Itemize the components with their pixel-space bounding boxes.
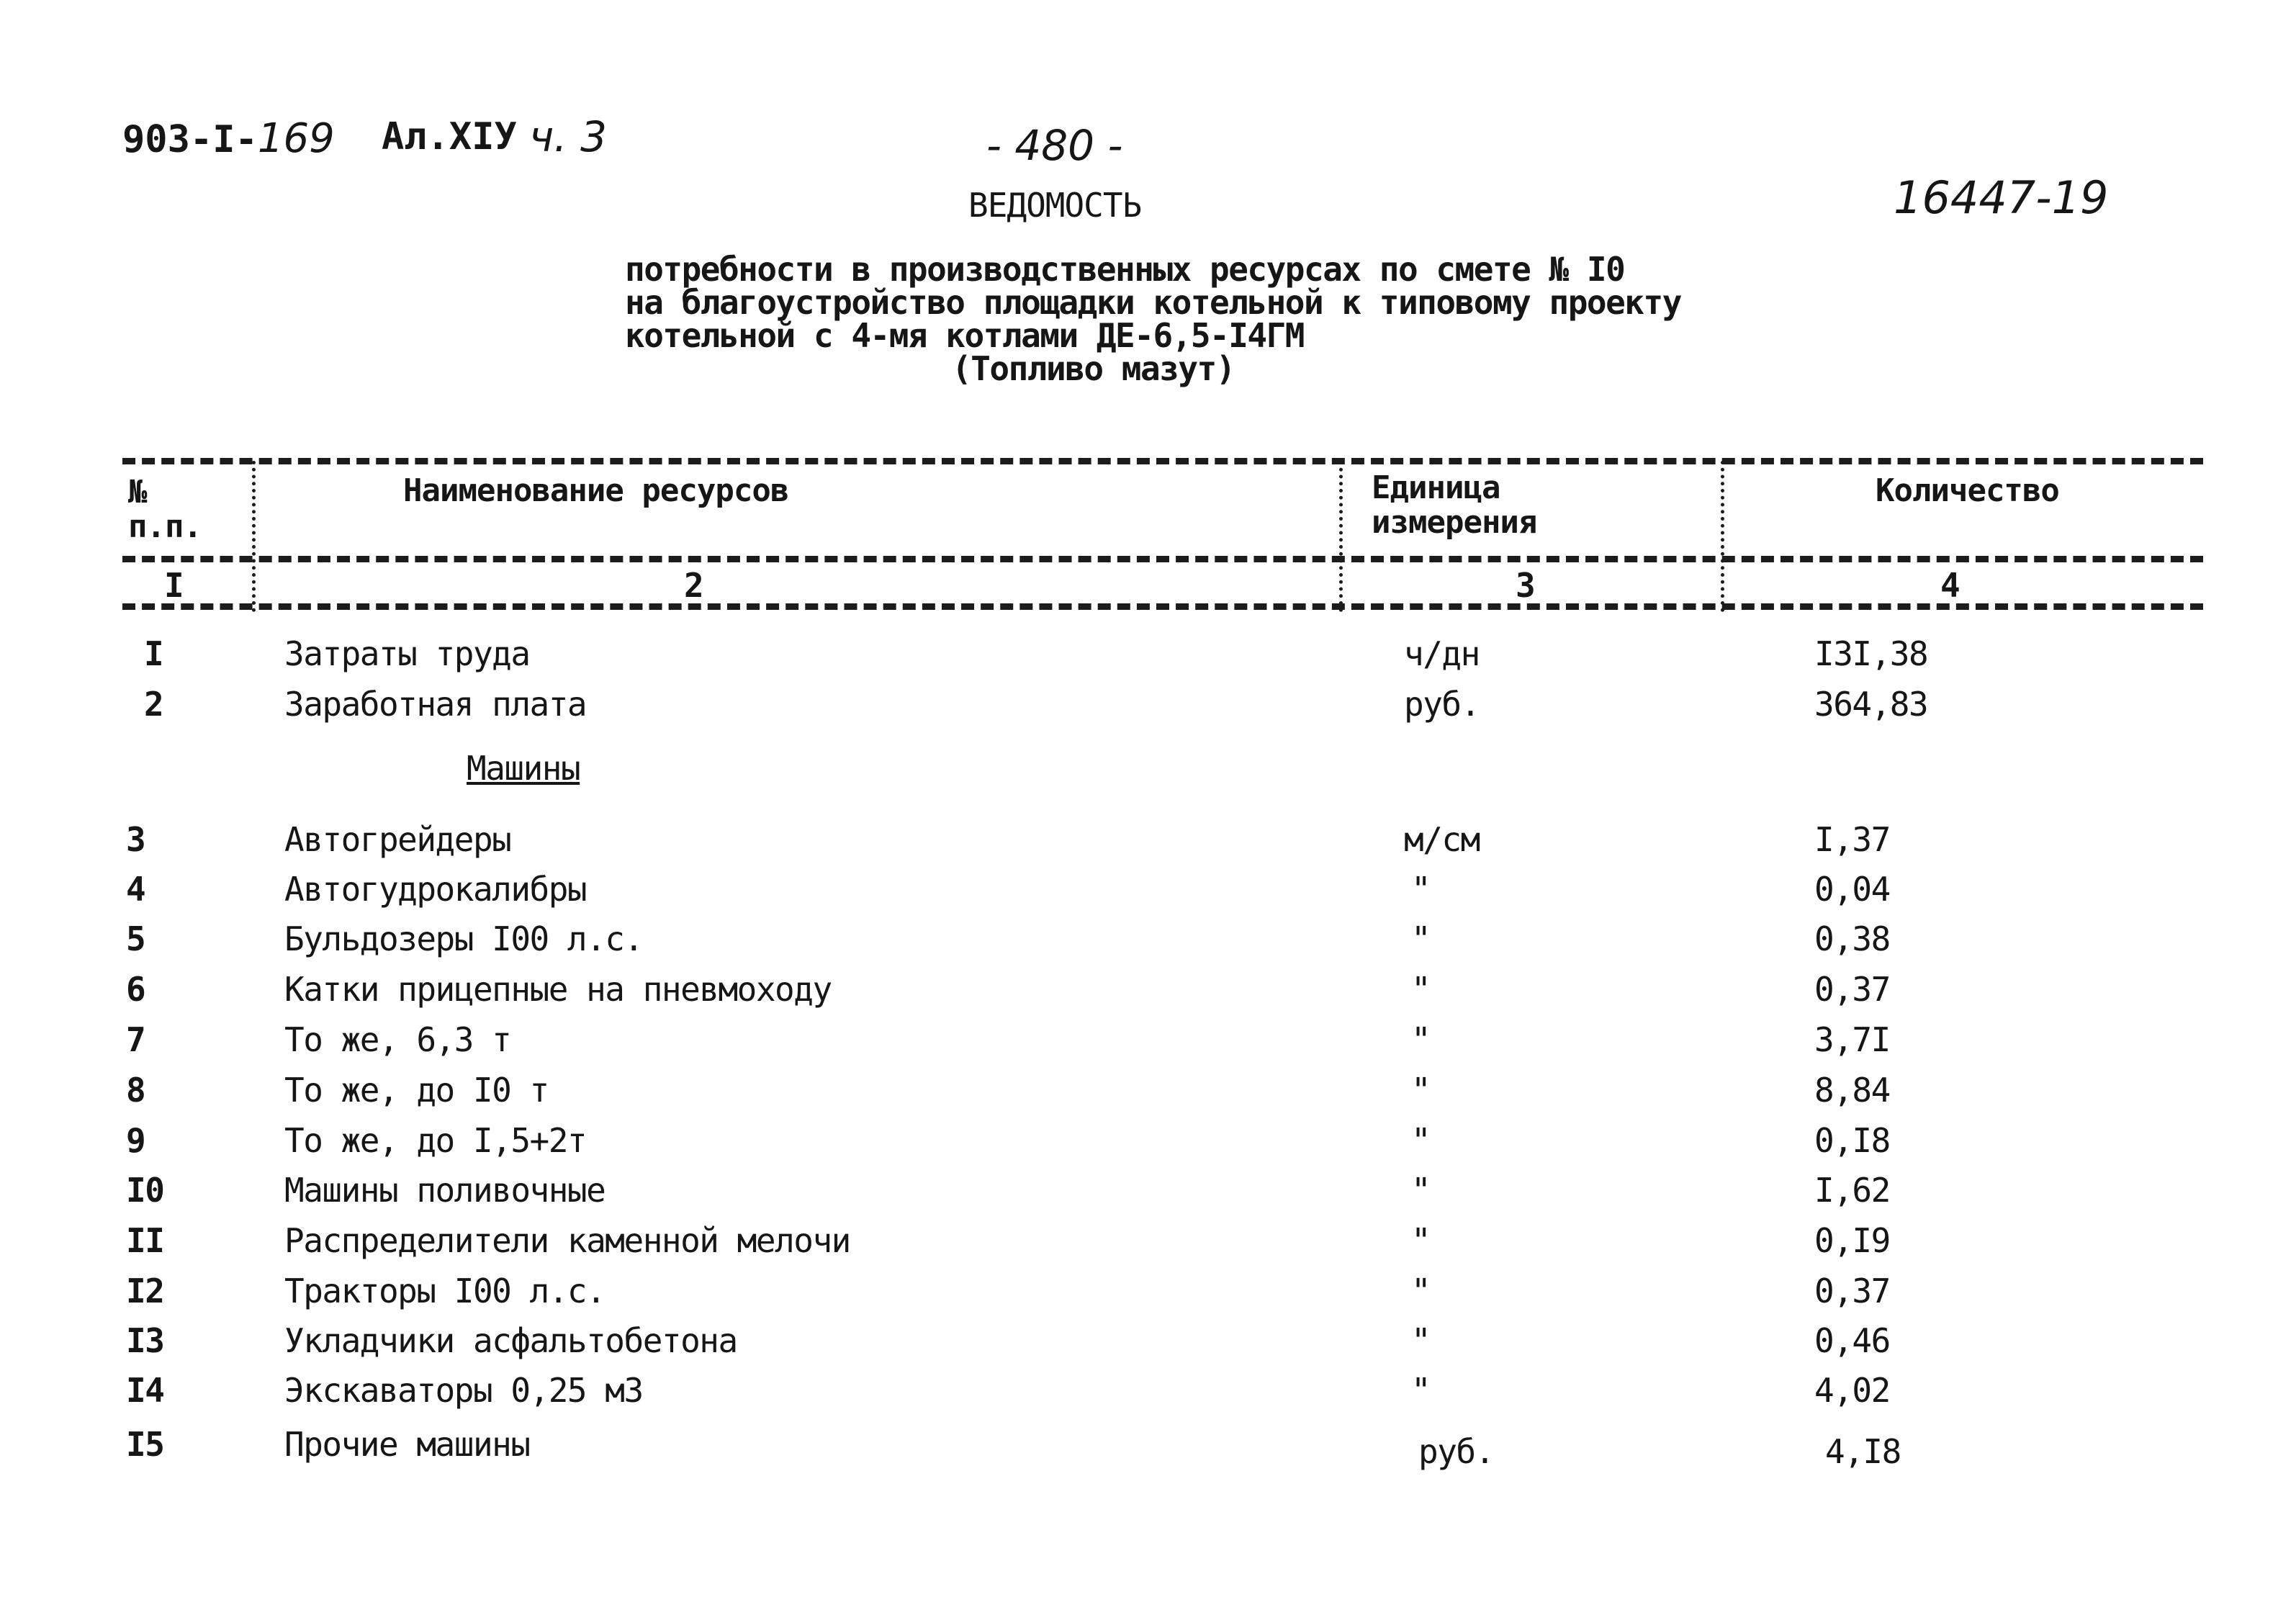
row-14-name: Экскаваторы 0,25 м3 <box>284 1371 643 1410</box>
row-13-quantity: 0,46 <box>1814 1321 1890 1360</box>
row-11-name: Распределители каменной мелочи <box>284 1221 850 1260</box>
document-id: 16447-19 <box>1894 171 2109 224</box>
row-3-unit: м/см <box>1404 820 1480 859</box>
row-15-unit: руб. <box>1418 1432 1494 1471</box>
row-5-name: Бульдозеры I00 л.с. <box>284 919 643 958</box>
header-quantity: Количество <box>1876 472 2059 509</box>
row-15-quantity: 4,I8 <box>1825 1432 1901 1471</box>
row-5-quantity: 0,38 <box>1814 919 1890 958</box>
row-8-name: То же, до I0 т <box>284 1071 549 1110</box>
row-1-quantity: I3I,38 <box>1814 634 1928 673</box>
column-number-1: I <box>164 566 184 605</box>
document-code <box>122 115 335 162</box>
row-14-number: I4 <box>126 1371 164 1410</box>
row-4-name: Автогудрокалибры <box>284 870 587 909</box>
row-9-name: То же, до I,5+2т <box>284 1121 587 1160</box>
row-2-unit: руб. <box>1404 685 1480 724</box>
row-14-unit: " <box>1411 1371 1431 1410</box>
column-number-2: 2 <box>684 566 704 605</box>
subtitle-line-4: (Топливо мазут) <box>952 349 1235 388</box>
row-10-number: I0 <box>126 1171 164 1210</box>
row-11-unit: " <box>1411 1221 1431 1260</box>
subtitle-line-2: на благоустройство площадки котельной к типовому проекту <box>625 283 1681 322</box>
row-13-number: I3 <box>126 1321 164 1360</box>
column-number-4: 4 <box>1940 566 1960 605</box>
row-5-number: 5 <box>126 919 145 958</box>
header-resource-name: Наименование ресурсов <box>403 472 789 509</box>
row-2-number: 2 <box>144 685 163 724</box>
document-code-handwritten: 169 <box>257 115 335 162</box>
subtitle-line-1: потребности в производственных ресурсах по смете № I0 <box>625 250 1625 289</box>
row-7-number: 7 <box>126 1020 145 1059</box>
row-3-number: 3 <box>126 820 145 859</box>
header-unit-line-2: измерения <box>1372 504 1537 541</box>
row-10-name: Машины поливочные <box>284 1171 605 1210</box>
row-12-unit: " <box>1411 1272 1431 1310</box>
row-10-quantity: I,62 <box>1814 1171 1890 1210</box>
row-9-number: 9 <box>126 1121 145 1160</box>
column-number-3: 3 <box>1516 566 1536 605</box>
row-8-number: 8 <box>126 1071 145 1110</box>
table-colnum-rule <box>122 603 2203 610</box>
row-2-quantity: 364,83 <box>1814 685 1928 724</box>
row-7-quantity: 3,7I <box>1814 1020 1890 1059</box>
row-6-number: 6 <box>126 970 145 1009</box>
row-13-unit: " <box>1411 1321 1431 1360</box>
row-4-number: 4 <box>126 870 145 909</box>
table-header-rule <box>122 556 2203 562</box>
column-divider-3 <box>1721 461 1724 612</box>
row-12-name: Тракторы I00 л.с. <box>284 1272 605 1310</box>
row-15-number: I5 <box>126 1425 164 1464</box>
row-2-name: Заработная плата <box>284 685 587 724</box>
row-8-unit: " <box>1411 1071 1431 1110</box>
document-title: ВЕДОМОСТЬ <box>968 186 1142 225</box>
row-3-name: Автогрейдеры <box>284 820 511 859</box>
header-number <box>128 475 202 544</box>
header-unit <box>1372 471 1536 540</box>
row-9-unit: " <box>1411 1121 1431 1160</box>
column-divider-2 <box>1339 461 1343 612</box>
row-1-name: Затраты труда <box>284 634 530 673</box>
header-number-line-1: № <box>128 474 147 510</box>
part-number: ч. 3 <box>529 112 608 161</box>
row-14-quantity: 4,02 <box>1814 1371 1890 1410</box>
subtitle-line-3: котельной с 4-мя котлами ДЕ-6,5-I4ГМ <box>625 316 1304 355</box>
header-number-line-2: п.п. <box>128 508 202 545</box>
row-11-number: II <box>126 1221 164 1260</box>
row-9-quantity: 0,I8 <box>1814 1121 1890 1160</box>
document-code-printed: 903-I- <box>122 118 258 161</box>
row-1-number: I <box>144 634 163 673</box>
row-5-unit: " <box>1411 919 1431 958</box>
row-11-quantity: 0,I9 <box>1814 1221 1890 1260</box>
section-machines-heading: Машины <box>467 749 580 788</box>
row-12-quantity: 0,37 <box>1814 1272 1890 1310</box>
row-15-name: Прочие машины <box>284 1425 530 1464</box>
table-top-rule <box>122 458 2203 464</box>
row-6-unit: " <box>1411 970 1431 1009</box>
row-1-unit: ч/дн <box>1404 634 1480 673</box>
row-10-unit: " <box>1411 1171 1431 1210</box>
row-7-name: То же, 6,3 т <box>284 1020 511 1059</box>
page-number: - 480 - <box>986 121 1123 170</box>
row-3-quantity: I,37 <box>1814 820 1890 859</box>
row-6-quantity: 0,37 <box>1814 970 1890 1009</box>
header-unit-line-1: Единица <box>1372 469 1500 506</box>
row-12-number: I2 <box>126 1272 164 1310</box>
row-4-unit: " <box>1411 870 1431 909</box>
row-4-quantity: 0,04 <box>1814 870 1890 909</box>
row-7-unit: " <box>1411 1020 1431 1059</box>
row-6-name: Катки прицепные на пневмоходу <box>284 970 832 1009</box>
row-13-name: Укладчики асфальтобетона <box>284 1321 737 1360</box>
row-8-quantity: 8,84 <box>1814 1071 1890 1110</box>
column-divider-1 <box>252 461 256 612</box>
album-number: Ал.XIУ <box>382 115 517 158</box>
